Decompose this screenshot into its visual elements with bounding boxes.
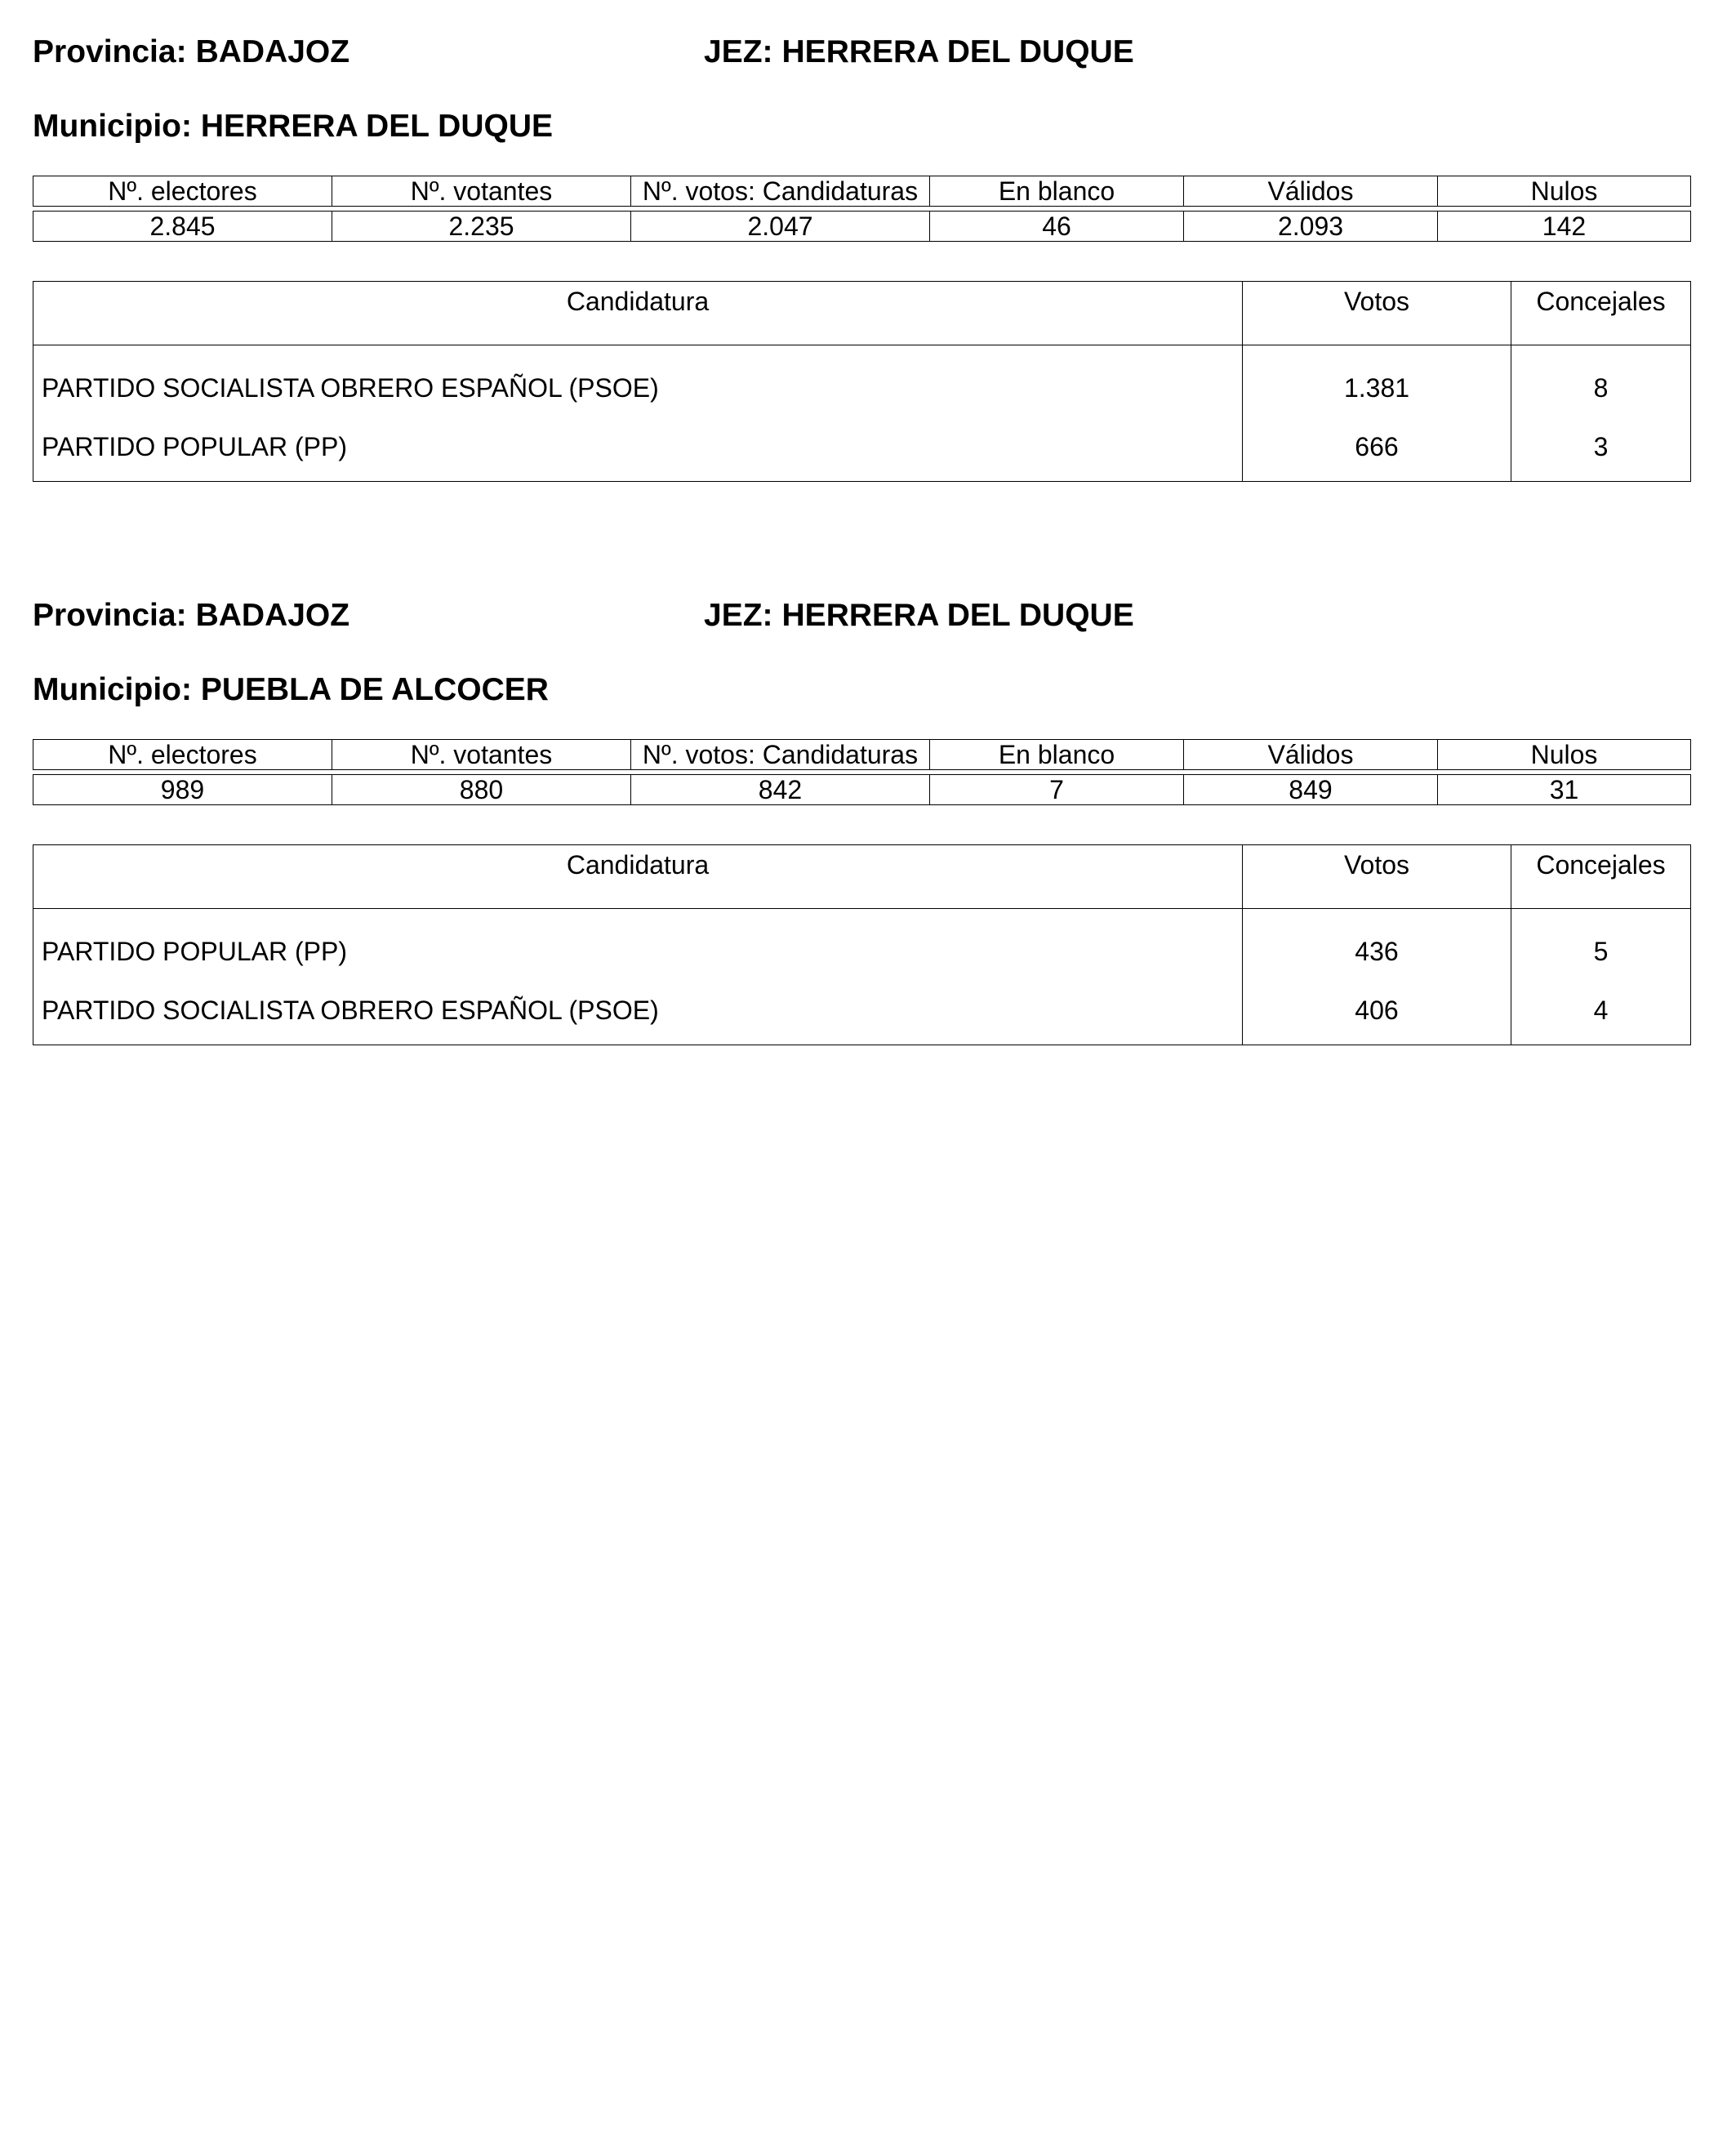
summary-header-cell: En blanco xyxy=(930,176,1184,207)
summary-header-cell: Nº. electores xyxy=(33,740,332,770)
provincia-label: Provincia: xyxy=(33,598,187,633)
summary-values-row xyxy=(33,212,1691,242)
summary-header-cell: Nulos xyxy=(1438,176,1691,207)
jez-label: JEZ: xyxy=(704,598,773,633)
summary-header-cell: Nº. votantes xyxy=(332,740,631,770)
summary-value-cell: 849 xyxy=(1184,775,1438,805)
provincia-value: BADAJOZ xyxy=(195,598,350,633)
concejales-value: 3 xyxy=(1511,413,1691,482)
summary-header-cell: Nulos xyxy=(1438,740,1691,770)
summary-header-cell: Nº. votos: Candidaturas xyxy=(631,176,930,207)
table-row xyxy=(33,977,1691,1045)
candidaturas-header-row xyxy=(33,845,1691,909)
summary-value-cell: 842 xyxy=(631,775,930,805)
summary-header-cell: Nº. votos: Candidaturas xyxy=(631,740,930,770)
provincia-heading xyxy=(33,598,349,634)
candidaturas-table xyxy=(33,844,1691,1045)
summary-header-table xyxy=(33,176,1691,207)
summary-value-cell: 31 xyxy=(1438,775,1691,805)
provincia-value: BADAJOZ xyxy=(195,34,350,69)
summary-value-cell: 46 xyxy=(930,212,1184,242)
jez-value: HERRERA DEL DUQUE xyxy=(781,598,1134,633)
concejales-value: 8 xyxy=(1511,345,1691,414)
summary-value-cell: 880 xyxy=(332,775,631,805)
summary-header-table xyxy=(33,739,1691,770)
summary-header-row xyxy=(33,740,1691,770)
municipio-value: PUEBLA DE ALCOCER xyxy=(200,672,549,707)
jez-label: JEZ: xyxy=(704,34,773,69)
provincia-heading xyxy=(33,34,349,70)
votos-header: Votos xyxy=(1243,282,1511,345)
votos-header: Votos xyxy=(1243,845,1511,909)
candidatura-name: PARTIDO SOCIALISTA OBRERO ESPAÑOL (PSOE) xyxy=(42,373,659,403)
summary-value-cell: 142 xyxy=(1438,212,1691,242)
summary-values-row xyxy=(33,775,1691,805)
municipio-label: Municipio: xyxy=(33,672,192,707)
summary-value-cell: 989 xyxy=(33,775,332,805)
summary-header-cell: Válidos xyxy=(1184,740,1438,770)
summary-value-cell: 2.047 xyxy=(631,212,930,242)
candidatura-header: Candidatura xyxy=(33,845,1243,909)
jez-heading xyxy=(704,598,1134,634)
concejales-value: 4 xyxy=(1511,977,1691,1045)
summary-value-cell: 2.093 xyxy=(1184,212,1438,242)
summary-header-cell: En blanco xyxy=(930,740,1184,770)
summary-header-cell: Nº. electores xyxy=(33,176,332,207)
candidaturas-table xyxy=(33,281,1691,482)
summary-values-table xyxy=(33,774,1691,805)
candidatura-name: PARTIDO POPULAR (PP) xyxy=(42,937,347,966)
summary-header-cell: Válidos xyxy=(1184,176,1438,207)
jez-heading xyxy=(704,34,1134,70)
candidatura-name: PARTIDO SOCIALISTA OBRERO ESPAÑOL (PSOE) xyxy=(42,996,659,1025)
concejales-value: 5 xyxy=(1511,909,1691,978)
municipio-value: HERRERA DEL DUQUE xyxy=(200,109,554,144)
table-row xyxy=(33,909,1691,978)
votos-value: 406 xyxy=(1243,977,1511,1045)
summary-header-row xyxy=(33,176,1691,207)
summary-value-cell: 2.845 xyxy=(33,212,332,242)
candidaturas-header-row xyxy=(33,282,1691,345)
summary-values-table xyxy=(33,211,1691,242)
summary-value-cell: 7 xyxy=(930,775,1184,805)
table-row xyxy=(33,345,1691,414)
concejales-header: Concejales xyxy=(1511,282,1691,345)
votos-value: 1.381 xyxy=(1243,345,1511,414)
summary-header-cell: Nº. votantes xyxy=(332,176,631,207)
candidatura-header: Candidatura xyxy=(33,282,1243,345)
concejales-header: Concejales xyxy=(1511,845,1691,909)
summary-value-cell: 2.235 xyxy=(332,212,631,242)
municipio-heading xyxy=(33,672,549,708)
municipio-heading xyxy=(33,109,553,145)
provincia-label: Provincia: xyxy=(33,34,187,69)
votos-value: 666 xyxy=(1243,413,1511,482)
candidatura-name: PARTIDO POPULAR (PP) xyxy=(42,432,347,461)
jez-value: HERRERA DEL DUQUE xyxy=(781,34,1134,69)
municipio-label: Municipio: xyxy=(33,109,192,144)
table-row xyxy=(33,413,1691,482)
votos-value: 436 xyxy=(1243,909,1511,978)
